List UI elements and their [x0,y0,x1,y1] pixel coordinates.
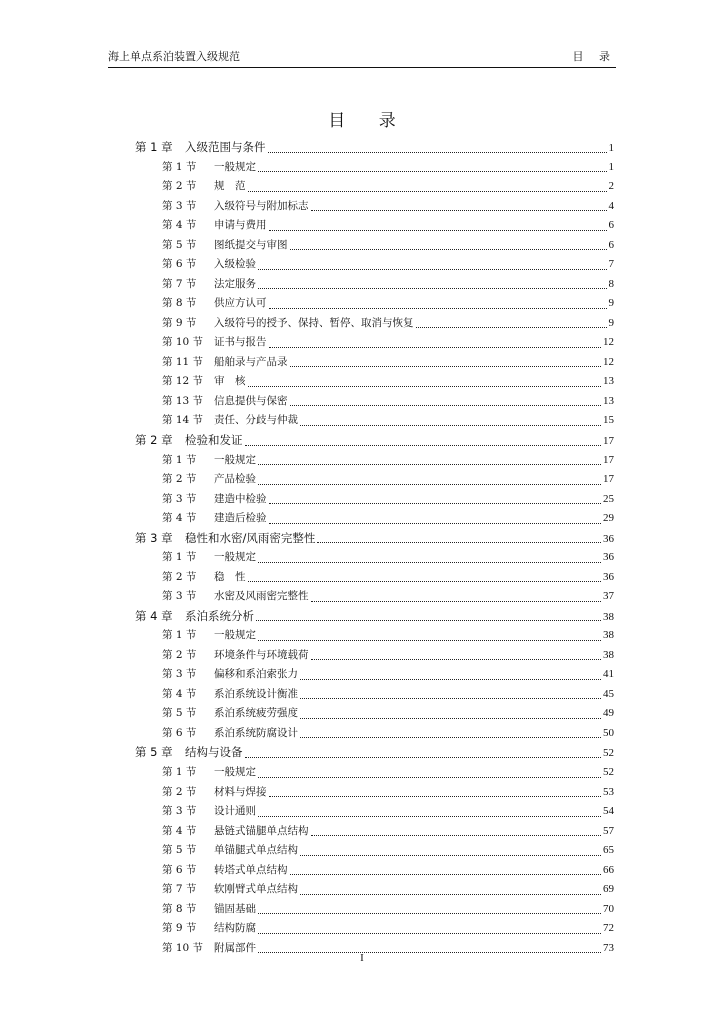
toc-entry-label [162,548,256,568]
toc-entry-label [162,490,267,510]
toc-entry-page: 12 [603,336,614,349]
toc-entry-page: 1 [608,142,614,154]
toc-entry-page: 12 [603,355,614,368]
toc-entry-title: 审 核 [214,375,246,388]
toc-entry-title: 单锚腿式单点结构 [214,844,298,857]
toc-entry-label [135,138,266,158]
dot-leader [256,619,601,621]
toc-section-entry[interactable] [135,626,614,646]
toc-entry-title: 系泊系统疲劳强度 [214,707,298,720]
dot-leader [300,697,601,699]
toc-entry-number: 第 5 节 [162,238,197,251]
toc-entry-title: 入级符号的授予、保持、暂停、取消与恢复 [214,316,414,329]
dot-leader [311,834,602,836]
toc-entry-number: 第 3 章 [135,530,173,545]
toc-entry-page: 13 [603,375,614,388]
toc-entry-page: 15 [603,414,614,427]
toc-section-entry[interactable] [135,685,614,705]
toc-section-entry[interactable] [135,783,614,803]
toc-entry-number: 第 9 节 [162,316,197,329]
toc-entry-page: 38 [603,648,614,661]
toc-entry-number: 第 5 章 [135,745,173,760]
toc-entry-page: 73 [603,941,614,954]
toc-entry-label [162,353,288,373]
toc-entry-page: 69 [603,883,614,896]
toc-entry-page: 54 [603,805,614,818]
dot-leader [290,404,602,406]
dot-leader [300,424,601,426]
toc-entry-page: 37 [603,590,614,603]
toc-entry-page: 29 [603,512,614,525]
toc-entry-label [162,724,298,744]
toc-entry-title: 一般规定 [214,766,256,778]
toc-section-entry[interactable] [135,509,614,529]
toc-entry-title: 检验和发证 [185,432,243,447]
toc-entry-number: 第 6 节 [162,258,197,271]
toc-entry-page: 70 [603,902,614,915]
toc-entry-title: 一般规定 [214,551,256,564]
toc-entry-page: 9 [608,297,614,310]
header-document-title: 海上单点系泊装置入级规范 [108,50,240,63]
dot-leader [258,815,601,817]
toc-chapter-entry[interactable] [135,431,614,451]
toc-entry-title: 产品检验 [214,473,256,486]
toc-entry-number: 第 1 节 [162,551,197,564]
toc-entry-number: 第 14 节 [162,414,204,427]
toc-entry-title: 建造中检验 [214,492,267,505]
toc-entry-label [162,197,309,217]
toc-entry-page: 13 [603,394,614,407]
toc-entry-label [162,314,414,334]
toc-entry-title: 规 范 [214,180,246,193]
toc-entry-title: 稳性和水密/风雨密完整性 [185,530,316,545]
dot-leader [311,209,607,211]
toc-entry-label [162,861,288,881]
toc-entry-number: 第 3 节 [162,805,197,818]
toc-entry-title: 证书与报告 [214,336,267,349]
toc-entry-title: 建造后检验 [214,512,267,525]
toc-entry-title: 船舶录与产品录 [214,355,288,368]
toc-entry-page: 17 [603,453,614,466]
page-title: 目 录 [328,111,410,131]
toc-entry-title: 入级范围与条件 [185,140,266,154]
toc-entry-title: 设计通则 [214,805,256,818]
dot-leader [300,854,601,856]
toc-entry-label [162,470,256,490]
toc-section-entry[interactable] [135,587,614,607]
toc-entry-title: 悬链式锚腿单点结构 [214,824,309,837]
toc-entry-label [162,255,256,275]
toc-entry-number: 第 2 节 [162,180,197,193]
toc-entry-number: 第 2 章 [135,432,173,447]
toc-entry-page: 65 [603,844,614,857]
toc-section-entry[interactable] [135,216,614,236]
toc-section-entry[interactable] [135,880,614,900]
dot-leader [258,932,601,934]
toc-section-entry[interactable] [135,704,614,724]
toc-entry-number: 第 3 节 [162,668,197,681]
dot-leader [269,522,602,524]
toc-entry-number: 第 9 节 [162,922,197,935]
toc-entry-title: 结构与设备 [185,745,243,760]
dot-leader [245,756,602,758]
toc-entry-title: 材料与焊接 [214,785,267,798]
dot-leader [258,561,601,563]
dot-leader [258,268,607,270]
toc-section-entry[interactable] [135,646,614,666]
toc-chapter-entry[interactable] [135,607,614,627]
toc-entry-number: 第 7 节 [162,277,197,290]
dot-leader [258,287,607,289]
toc-entry-label [162,822,309,842]
toc-entry-label [162,275,256,295]
toc-entry-title: 系泊系统分析 [185,608,254,623]
toc-section-entry[interactable] [135,353,614,373]
toc-entry-number: 第 2 节 [162,570,197,583]
toc-entry-title: 责任、分歧与仲裁 [214,414,298,427]
toc-entry-title: 一般规定 [214,160,256,173]
toc-entry-title: 申请与费用 [214,219,267,232]
toc-entry-number: 第 10 节 [162,336,204,349]
toc-entry-title: 锚固基础 [214,902,256,915]
toc-entry-number: 第 3 节 [162,199,197,212]
toc-entry-label [162,587,309,607]
toc-section-entry[interactable] [135,861,614,881]
toc-entry-page: 66 [603,863,614,876]
toc-entry-page: 1 [608,160,614,173]
toc-entry-number: 第 2 节 [162,785,197,798]
toc-section-entry[interactable] [135,568,614,588]
toc-entry-title: 法定服务 [214,277,256,290]
dot-leader [311,600,602,602]
dot-leader [248,580,602,582]
toc-entry-label [135,529,315,549]
toc-chapter-entry[interactable] [135,743,614,763]
dot-leader [311,658,602,660]
dot-leader [258,483,601,485]
toc-entry-page: 52 [603,747,614,760]
toc-entry-label [162,177,246,197]
toc-entry-label [162,216,267,236]
toc-section-entry[interactable] [135,490,614,510]
toc-entry-title: 图纸提交与审图 [214,238,288,251]
toc-entry-label [162,841,298,861]
toc-section-entry[interactable] [135,665,614,685]
toc-entry-title: 偏移和系泊索张力 [214,668,298,681]
dot-leader [268,151,607,153]
toc-entry-title: 供应方认可 [214,297,267,310]
toc-section-entry[interactable] [135,294,614,314]
toc-entry-page: 6 [608,219,614,232]
toc-entry-number: 第 3 节 [162,492,197,505]
dot-leader [269,346,602,348]
toc-entry-page: 17 [603,473,614,486]
toc-entry-number: 第 5 节 [162,707,197,720]
dot-leader [269,795,602,797]
dot-leader [269,502,602,504]
toc-entry-title: 转塔式单点结构 [214,863,288,876]
toc-entry-label [162,665,298,685]
dot-leader [300,678,601,680]
toc-entry-number: 第 1 节 [162,629,197,642]
toc-entry-label [162,411,298,431]
toc-entry-label [162,451,256,471]
toc-entry-page: 6 [608,238,614,251]
toc-entry-label [162,626,256,646]
toc-entry-title: 环境条件与环境载荷 [214,648,309,661]
toc-entry-page: 49 [603,707,614,720]
toc-entry-title: 入级检验 [214,258,256,271]
toc-entry-number: 第 4 章 [135,608,173,623]
dot-leader [258,912,601,914]
toc-section-entry[interactable] [135,236,614,256]
toc-section-entry[interactable] [135,763,614,783]
toc-entry-label [162,783,267,803]
dot-leader [269,229,607,231]
page-number: I [360,952,364,964]
toc-entry-label [135,431,243,451]
toc-section-entry[interactable] [135,372,614,392]
toc-entry-number: 第 11 节 [162,355,204,368]
toc-entry-title: 一般规定 [214,453,256,466]
dot-leader [300,736,601,738]
toc-entry-page: 72 [603,922,614,935]
toc-section-entry[interactable] [135,451,614,471]
toc-section-entry[interactable] [135,900,614,920]
toc-entry-number: 第 1 章 [135,140,173,154]
dot-leader [290,248,607,250]
dot-leader [290,873,602,875]
toc-entry-number: 第 10 节 [162,941,204,954]
toc-entry-page: 38 [603,629,614,642]
dot-leader [258,170,607,172]
toc-entry-label [162,568,246,588]
dot-leader [300,893,601,895]
toc-entry-title: 系泊系统设计衡准 [214,687,298,700]
toc-entry-page: 2 [608,180,614,193]
toc-entry-label [162,919,256,939]
toc-section-entry[interactable] [135,158,614,178]
toc-section-entry[interactable] [135,724,614,744]
toc-entry-number: 第 2 节 [162,648,197,661]
dot-leader [269,307,607,309]
toc-entry-title: 信息提供与保密 [214,394,288,407]
toc-entry-title: 水密及风雨密完整性 [214,590,309,603]
running-header [108,50,616,68]
toc-entry-page: 25 [603,492,614,505]
toc-section-entry[interactable] [135,392,614,412]
toc-entry-title: 入级符号与附加标志 [214,199,309,212]
toc-entry-title: 附属部件 [214,941,256,954]
toc-entry-label [162,704,298,724]
toc-entry-page: 36 [603,570,614,583]
toc-entry-number: 第 1 节 [162,766,197,778]
toc-entry-label [162,880,298,900]
dot-leader [290,365,602,367]
toc-entry-page: 8 [608,277,614,290]
toc-entry-page: 9 [608,316,614,329]
toc-chapter-entry[interactable] [135,529,614,549]
toc-entry-page: 45 [603,687,614,700]
toc-entry-label [135,743,243,763]
toc-section-entry[interactable] [135,177,614,197]
toc-entry-label [162,900,256,920]
toc-entry-title: 软刚臂式单点结构 [214,883,298,896]
dot-leader [300,717,601,719]
toc-entry-page: 57 [603,824,614,837]
toc-entry-page: 52 [603,766,614,778]
toc-entry-label [135,607,254,627]
toc-entry-label [162,236,288,256]
toc-section-entry[interactable] [135,802,614,822]
toc-section-entry[interactable] [135,411,614,431]
toc-entry-number: 第 8 节 [162,902,197,915]
toc-entry-label [162,763,256,783]
toc-entry-number: 第 4 节 [162,687,197,700]
dot-leader [317,541,601,543]
toc-entry-number: 第 1 节 [162,453,197,466]
toc-chapter-entry[interactable] [135,138,614,158]
dot-leader [248,190,607,192]
toc-section-entry[interactable] [135,470,614,490]
toc-entry-label [162,509,267,529]
toc-entry-number: 第 4 节 [162,824,197,837]
toc-section-entry[interactable] [135,841,614,861]
toc-entry-label [162,333,267,353]
toc-entry-number: 第 2 节 [162,473,197,486]
toc-section-entry[interactable] [135,255,614,275]
toc-section-entry[interactable] [135,919,614,939]
toc-entry-page: 17 [603,434,614,447]
header-section-title: 目 录 [572,50,616,63]
toc-entry-page: 41 [603,668,614,681]
toc-section-entry[interactable] [135,333,614,353]
table-of-contents [135,138,614,958]
toc-entry-label [162,294,267,314]
toc-entry-label [162,646,309,666]
toc-section-entry[interactable] [135,548,614,568]
dot-leader [258,776,601,778]
toc-section-entry[interactable] [135,314,614,334]
toc-entry-label [162,372,246,392]
toc-entry-number: 第 4 节 [162,512,197,525]
dot-leader [258,639,601,641]
toc-entry-number: 第 6 节 [162,863,197,876]
toc-entry-page: 38 [603,610,614,623]
toc-section-entry[interactable] [135,822,614,842]
toc-entry-page: 53 [603,785,614,798]
toc-entry-page: 36 [603,551,614,564]
toc-entry-label [162,392,288,412]
toc-entry-title: 系泊系统防腐设计 [214,726,298,739]
toc-entry-title: 稳 性 [214,570,246,583]
toc-entry-page: 4 [608,199,614,212]
toc-entry-label [162,802,256,822]
toc-entry-title: 结构防腐 [214,922,256,935]
toc-entry-number: 第 1 节 [162,160,197,173]
toc-entry-label [162,158,256,178]
toc-entry-number: 第 12 节 [162,375,204,388]
toc-entry-number: 第 7 节 [162,883,197,896]
toc-section-entry[interactable] [135,275,614,295]
toc-entry-number: 第 13 节 [162,394,204,407]
toc-entry-number: 第 5 节 [162,844,197,857]
toc-entry-page: 36 [603,532,614,545]
toc-section-entry[interactable] [135,197,614,217]
toc-entry-number: 第 8 节 [162,297,197,310]
toc-entry-page: 50 [603,726,614,739]
toc-entry-label [162,685,298,705]
dot-leader [245,444,602,446]
dot-leader [258,463,601,465]
toc-entry-number: 第 3 节 [162,590,197,603]
toc-entry-number: 第 4 节 [162,219,197,232]
dot-leader [416,326,607,328]
toc-entry-page: 7 [608,258,614,271]
toc-entry-title: 一般规定 [214,629,256,642]
toc-entry-number: 第 6 节 [162,726,197,739]
dot-leader [248,385,602,387]
